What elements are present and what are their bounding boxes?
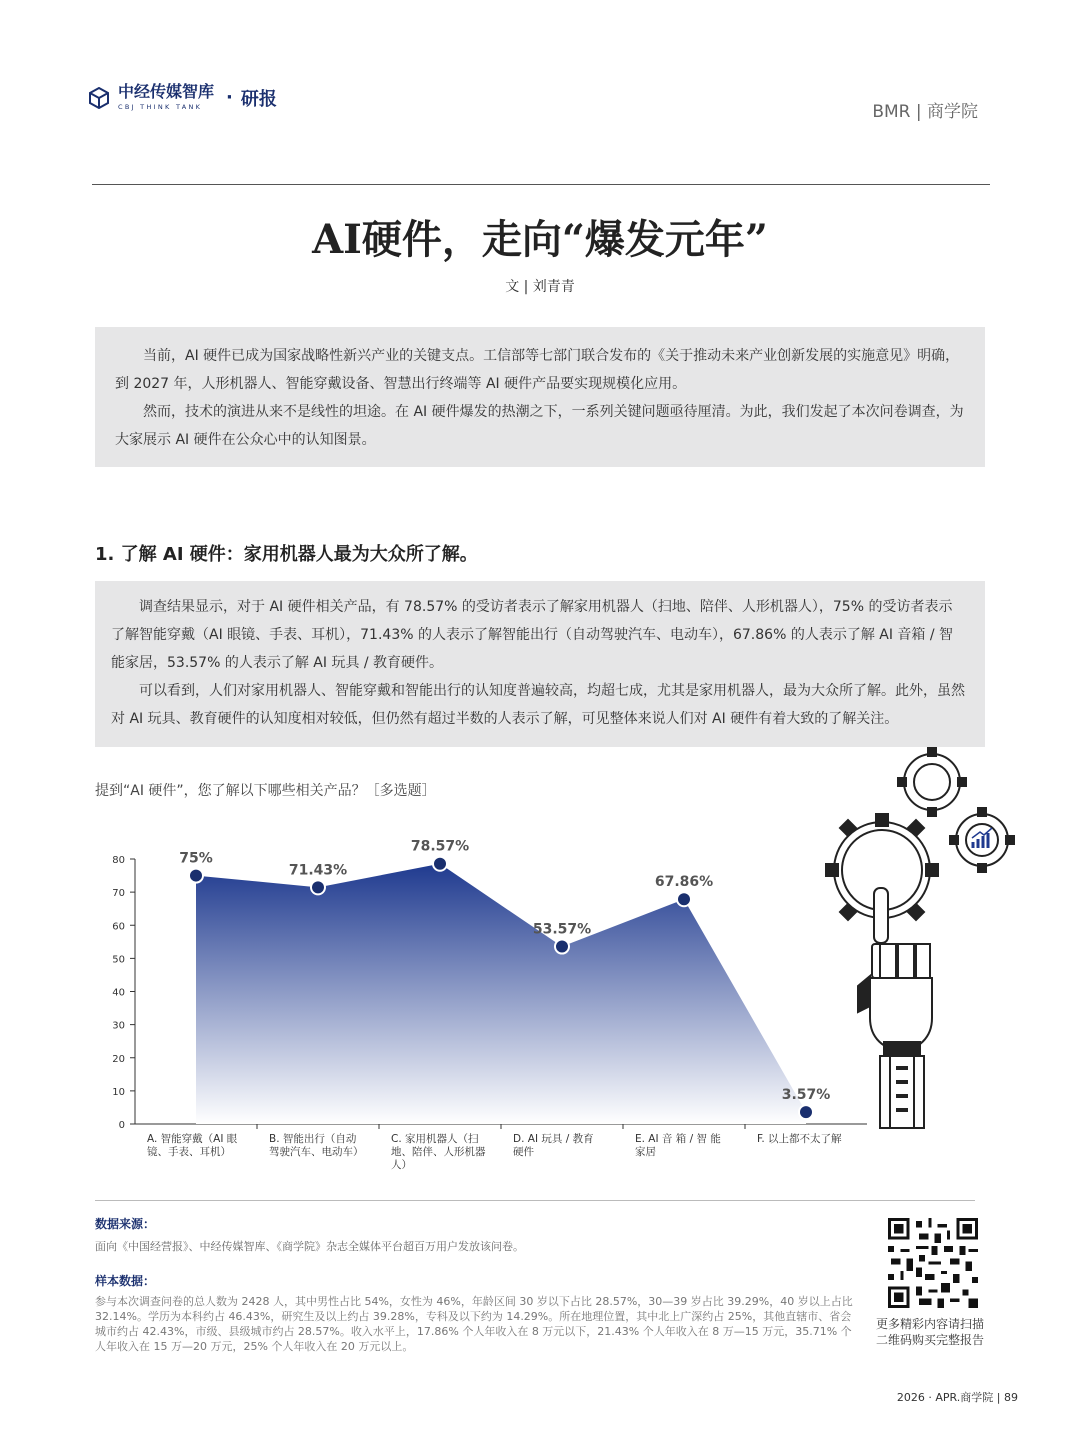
x-tick-label: F. 以上都不太了解 xyxy=(757,1133,842,1145)
data-label: 3.57% xyxy=(781,1087,831,1104)
magazine-mark: BMR | 商学院 xyxy=(872,102,978,122)
x-tick-label: B. 智能出行（自动 xyxy=(269,1133,357,1145)
area-chart xyxy=(95,830,875,1180)
chart-gear-icon xyxy=(950,808,1014,872)
divider xyxy=(92,184,990,185)
data-point xyxy=(799,1105,813,1119)
data-label: 78.57% xyxy=(410,838,470,855)
qr-code-icon[interactable] xyxy=(888,1218,978,1308)
y-tick-label: 70 xyxy=(112,888,125,900)
gear-icon xyxy=(898,748,966,816)
x-tick-label: A. 智能穿戴（AI 眼 xyxy=(147,1133,238,1145)
y-tick-label: 50 xyxy=(112,954,125,966)
cube-logo-icon xyxy=(88,87,110,109)
x-tick-label: 家居 xyxy=(635,1146,656,1158)
data-label: 71.43% xyxy=(288,862,348,879)
intro-paragraph: 当前，AI 硬件已成为国家战略性新兴产业的关键支点。工信部等七部门联合发布的《关于推动未来产业创新发展的实施意见》明确，到 2027 年，人形机器人、智能穿戴设备、智慧出行终端等 AI 硬件产品要实现规模化应用。 xyxy=(115,348,960,392)
y-tick-label: 20 xyxy=(112,1053,125,1065)
chart-question: 提到“AI 硬件”，您了解以下哪些相关产品？［多选题］ xyxy=(95,783,436,799)
data-label: 67.86% xyxy=(654,874,714,891)
source-heading: 数据来源： xyxy=(95,1217,156,1231)
data-point xyxy=(555,940,569,954)
y-tick-label: 80 xyxy=(112,855,125,866)
intro-box xyxy=(95,327,985,467)
y-tick-label: 10 xyxy=(112,1086,125,1098)
brand-text xyxy=(118,84,214,111)
y-tick-label: 30 xyxy=(112,1020,125,1032)
brand-en: CBJ THINK TANK xyxy=(118,103,203,111)
intro-paragraph: 然而，技术的演进从来不是线性的坦途。在 AI 硬件爆发的热潮之下，一系列关键问题亟待厘清。为此，我们发起了本次问卷调查，为大家展示 AI 硬件在公众心中的认知图景。 xyxy=(115,404,964,448)
data-point xyxy=(189,869,203,883)
y-tick-label: 40 xyxy=(112,987,125,999)
section-paragraph: 可以看到，人们对家用机器人、智能穿戴和智能出行的认知度普遍较高，均超七成，尤其是家用机器人，最为大众所了解。此外，虽然对 AI 玩具、教育硬件的认知度相对较低，但仍然有超过半数的人表示了解，可见整体来说人们对 AI 硬件有着大致的了解关注。 xyxy=(111,683,965,727)
brand xyxy=(88,84,277,111)
data-label: 53.57% xyxy=(532,921,592,938)
page-footer: 2026 · APR.商学院 | 89 xyxy=(896,1391,1018,1404)
x-tick-label: E. AI 音 箱 / 智 能 xyxy=(635,1133,721,1145)
section-paragraph: 调查结果显示，对于 AI 硬件相关产品，有 78.57% 的受访者表示了解家用机器人（扫地、陪伴、人形机器人），75% 的受访者表示了解智能穿戴（AI 眼镜、手表、耳机），71.43% 的人表示了解智能出行（自动驾驶汽车、电动车），67.86% 的人表示了解 AI 音箱 / 智能家居，53.57% 的人表示了解 AI 玩具 / 教育硬件。 xyxy=(111,599,954,671)
area-series xyxy=(196,864,806,1124)
divider xyxy=(95,1200,975,1201)
brand-suffix: 研报 xyxy=(240,88,277,110)
brand-name: 中经传媒智库 xyxy=(118,82,215,101)
x-tick-label: C. 家用机器人（扫 xyxy=(391,1133,479,1145)
data-label: 75% xyxy=(179,850,213,867)
section-title: 1. 了解 AI 硬件：家用机器人最为大众所了解。 xyxy=(95,544,478,565)
brand-dot: · xyxy=(226,87,233,108)
x-tick-label: 镜、手表、耳机） xyxy=(147,1146,231,1158)
y-tick-label: 0 xyxy=(118,1120,125,1131)
sample-heading: 样本数据： xyxy=(95,1274,156,1288)
section-box xyxy=(95,581,985,747)
data-point xyxy=(677,892,691,906)
x-tick-label: 人） xyxy=(391,1159,412,1171)
robot-hand-icon xyxy=(820,740,1030,1130)
y-tick-label: 60 xyxy=(112,921,125,933)
x-tick-label: 硬件 xyxy=(513,1146,534,1158)
qr-caption-line: 更多精彩内容请扫描 xyxy=(875,1317,984,1331)
x-tick-label: D. AI 玩具 / 教育 xyxy=(513,1133,594,1145)
source-text: 面向《中国经营报》、中经传媒智库、《商学院》杂志全媒体平台超百万用户发放该问卷。 xyxy=(95,1240,524,1253)
qr-caption xyxy=(860,1316,1000,1348)
sample-text: 参与本次调查问卷的总人数为 2428 人，其中男性占比 54%，女性为 46%，年龄区间 30 岁以下占比 28.57%，30—39 岁占比 39.29%，40 岁以上占比 32.14%。学历为本科约占 46.43%，研究生及以上约占 39.28%，专科及以下约为 14.29%。所在地理位置，其中北上广深约占 25%，其他直辖市、省会城市约占 42.43%，市级、县级城市约占 28.57%。收入水平上，17.86% 个人年收入在 8 万元以下，21.43% 个人年收入在 8 万—15 万元，35.71% 个人年收入在 15 万—20 万元，25% 个人年收入在 20 万元以上。 xyxy=(95,1295,853,1353)
data-point xyxy=(433,857,447,871)
data-point xyxy=(311,880,325,894)
byline: 文 | 刘青青 xyxy=(505,279,575,295)
x-tick-label: 驾驶汽车、电动车） xyxy=(269,1146,364,1158)
page-title: AI硬件，走向“爆发元年” xyxy=(312,216,768,263)
x-tick-label: 地、陪伴、人形机器 xyxy=(391,1146,486,1158)
qr-caption-line: 二维码购买完整报告 xyxy=(875,1333,984,1347)
